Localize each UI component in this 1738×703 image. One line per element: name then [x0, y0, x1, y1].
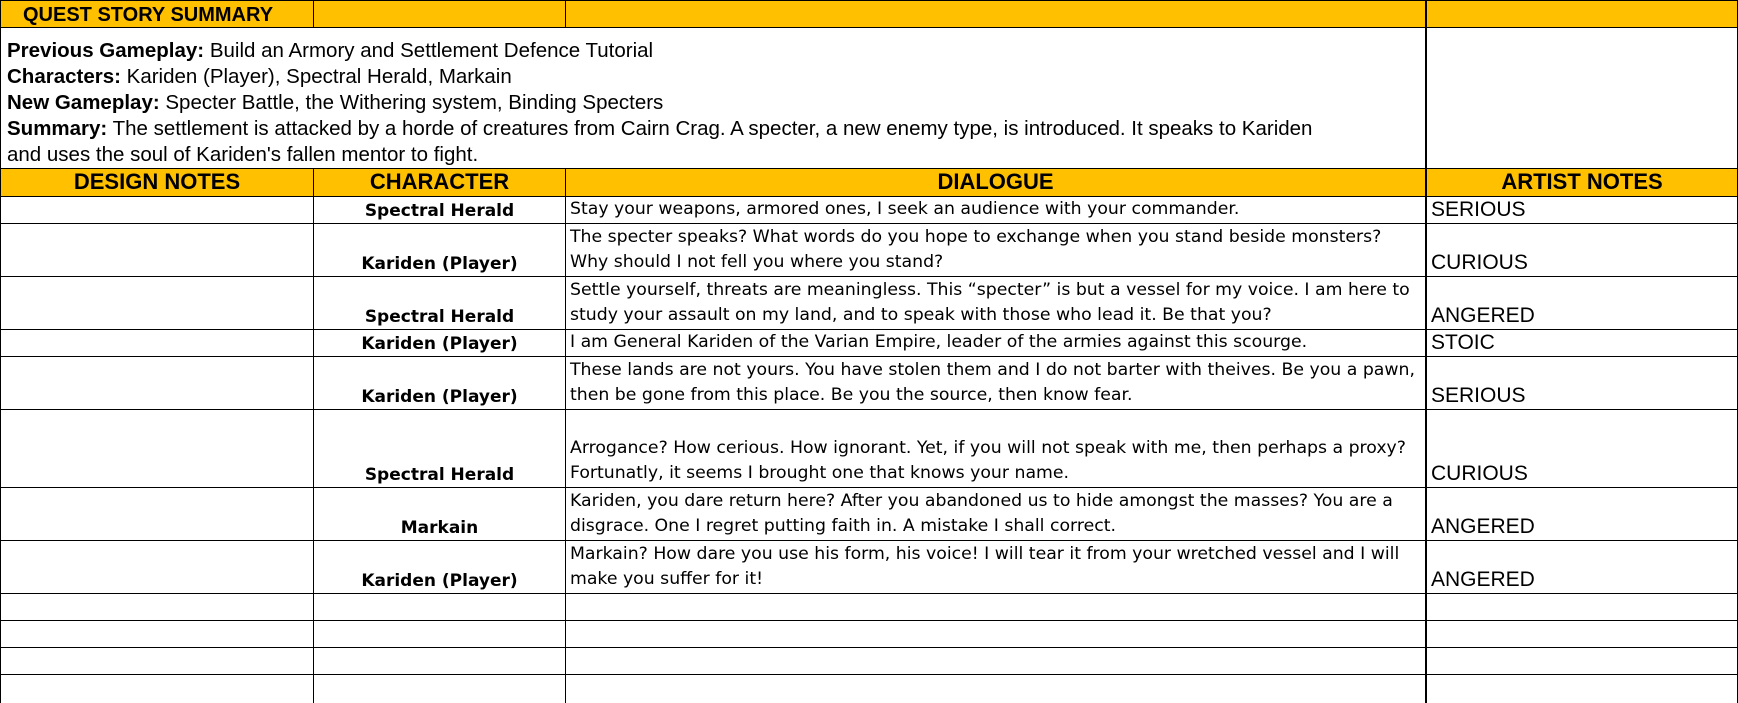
artist-note: STOIC	[1431, 331, 1495, 354]
artist-notes-cell[interactable]	[1426, 410, 1738, 488]
table-row	[0, 330, 1738, 357]
table-row	[0, 277, 1738, 330]
dialogue-cell[interactable]	[566, 410, 1426, 488]
dialogue-text: I am General Kariden of the Varian Empire, leader of the armies against this scourge.	[570, 332, 1308, 352]
empty-row	[0, 648, 1738, 675]
character-cell[interactable]	[314, 197, 566, 224]
summary-cell[interactable]	[0, 28, 1426, 169]
character-cell[interactable]	[314, 541, 566, 594]
artist-note: SERIOUS	[1431, 384, 1526, 407]
empty-cell[interactable]	[314, 621, 566, 648]
table-row	[0, 224, 1738, 277]
empty-cell[interactable]	[0, 675, 314, 703]
character-name: Markain	[400, 518, 479, 538]
empty-cell[interactable]	[314, 675, 566, 703]
empty-row	[0, 621, 1738, 648]
empty-cell[interactable]	[566, 621, 1426, 648]
empty-row	[0, 675, 1738, 703]
character-cell[interactable]	[314, 277, 566, 330]
design-notes-cell[interactable]	[0, 197, 314, 224]
table-row	[0, 197, 1738, 224]
dialogue-cell[interactable]	[566, 357, 1426, 410]
table-row	[0, 541, 1738, 594]
artist-note: ANGERED	[1431, 568, 1535, 591]
artist-note: CURIOUS	[1431, 462, 1528, 485]
dialogue-cell[interactable]	[566, 488, 1426, 541]
empty-cell[interactable]	[0, 594, 314, 621]
character-cell[interactable]	[314, 224, 566, 277]
character-name: Spectral Herald	[364, 307, 515, 327]
dialogue-text: Markain? How dare you use his form, his voice! I will tear it from your wretched vessel and I will make you suffer for it!	[570, 544, 1400, 589]
characters-value: Kariden (Player), Spectral Herald, Markain	[120, 65, 512, 88]
character-name: Kariden (Player)	[361, 254, 518, 274]
dialogue-text: These lands are not yours. You have stolen them and I do not barter with theives. Be you a pawn, then be gone from this place. Be you the source, then know fear.	[570, 360, 1415, 405]
design-notes-cell[interactable]	[0, 277, 314, 330]
character-cell[interactable]	[314, 357, 566, 410]
previous-gameplay-value: Build an Armory and Settlement Defence Tutorial	[204, 39, 654, 62]
summary-label: Summary:	[7, 117, 108, 140]
summary-text	[7, 38, 1407, 168]
empty-cell[interactable]	[566, 594, 1426, 621]
design-notes-cell[interactable]	[0, 224, 314, 277]
design-notes-cell[interactable]	[0, 357, 314, 410]
dialogue-cell[interactable]	[566, 224, 1426, 277]
empty-cell[interactable]	[566, 648, 1426, 675]
dialogue-cell[interactable]	[566, 197, 1426, 224]
character-name: Kariden (Player)	[361, 387, 518, 407]
empty-cell[interactable]	[314, 648, 566, 675]
dialogue-text: Kariden, you dare return here? After you abandoned us to hide amongst the masses? You are a disgrace. One I regret putting faith in. A mistake I shall correct.	[570, 491, 1393, 536]
summary-row	[0, 28, 1738, 169]
artist-notes-cell[interactable]	[1426, 277, 1738, 330]
dialogue-text: Settle yourself, threats are meaningless. This “specter” is but a vessel for my voice. I am here to study your assault on my land, and to speak with those who lead it. Be that you?	[570, 280, 1410, 325]
dialogue-text: Stay your weapons, armored ones, I seek an audience with your commander.	[570, 199, 1240, 219]
empty-cell[interactable]	[1426, 648, 1738, 675]
title-cell-3[interactable]	[566, 0, 1426, 28]
artist-note: SERIOUS	[1431, 198, 1526, 221]
summary-value-line-2: and uses the soul of Kariden's fallen mentor to fight.	[7, 143, 479, 166]
empty-cell[interactable]	[0, 648, 314, 675]
dialogue-cell[interactable]	[566, 330, 1426, 357]
table-row	[0, 488, 1738, 541]
empty-cell[interactable]	[566, 675, 1426, 703]
new-gameplay-label: New Gameplay:	[7, 91, 160, 114]
title-cell[interactable]	[0, 0, 314, 28]
summary-artist-cell[interactable]	[1426, 28, 1738, 169]
artist-notes-cell[interactable]	[1426, 541, 1738, 594]
header-character[interactable]: CHARACTER	[314, 169, 566, 197]
design-notes-cell[interactable]	[0, 541, 314, 594]
new-gameplay-value: Specter Battle, the Withering system, Binding Specters	[159, 91, 664, 114]
empty-row	[0, 594, 1738, 621]
summary-value-line-1: The settlement is attacked by a horde of creatures from Cairn Crag. A specter, a new enemy type, is introduced. It speaks to Kariden	[107, 117, 1313, 140]
character-name: Spectral Herald	[364, 465, 515, 485]
character-cell[interactable]	[314, 330, 566, 357]
empty-cell[interactable]	[1426, 594, 1738, 621]
artist-notes-cell[interactable]	[1426, 330, 1738, 357]
artist-notes-cell[interactable]	[1426, 224, 1738, 277]
artist-notes-cell[interactable]	[1426, 357, 1738, 410]
previous-gameplay-label: Previous Gameplay:	[7, 39, 205, 62]
empty-cell[interactable]	[1426, 621, 1738, 648]
table-row	[0, 410, 1738, 488]
artist-note: ANGERED	[1431, 304, 1535, 327]
character-name: Spectral Herald	[364, 201, 515, 221]
character-name: Kariden (Player)	[361, 571, 518, 591]
dialogue-text: The specter speaks? What words do you hope to exchange when you stand beside monsters? Why should I not fell you where you stand?	[570, 227, 1382, 272]
table-row	[0, 357, 1738, 410]
design-notes-cell[interactable]	[0, 410, 314, 488]
characters-label: Characters:	[7, 65, 121, 88]
empty-cell[interactable]	[0, 621, 314, 648]
title-cell-2[interactable]	[314, 0, 566, 28]
design-notes-cell[interactable]	[0, 488, 314, 541]
artist-note: ANGERED	[1431, 515, 1535, 538]
artist-note: CURIOUS	[1431, 251, 1528, 274]
character-cell[interactable]	[314, 488, 566, 541]
header-artist-notes[interactable]: ARTIST NOTES	[1426, 169, 1738, 197]
quest-story-summary-title: QUEST STORY SUMMARY	[23, 4, 274, 26]
title-cell-4[interactable]	[1426, 0, 1738, 28]
character-name: Kariden (Player)	[361, 334, 518, 354]
title-row	[0, 0, 1738, 28]
empty-cell[interactable]	[1426, 675, 1738, 703]
artist-notes-cell[interactable]	[1426, 197, 1738, 224]
empty-cell[interactable]	[314, 594, 566, 621]
dialogue-text: Arrogance? How cerious. How ignorant. Yet, if you will not speak with me, then perhaps a proxy? Fortunatly, it seems I brought one that knows your name.	[570, 438, 1406, 483]
header-dialogue[interactable]: DIALOGUE	[566, 169, 1426, 197]
design-notes-cell[interactable]	[0, 330, 314, 357]
dialogue-cell[interactable]	[566, 277, 1426, 330]
character-cell[interactable]	[314, 410, 566, 488]
artist-notes-cell[interactable]	[1426, 488, 1738, 541]
header-design-notes[interactable]: DESIGN NOTES	[0, 169, 314, 197]
header-row	[0, 169, 1738, 197]
dialogue-cell[interactable]	[566, 541, 1426, 594]
